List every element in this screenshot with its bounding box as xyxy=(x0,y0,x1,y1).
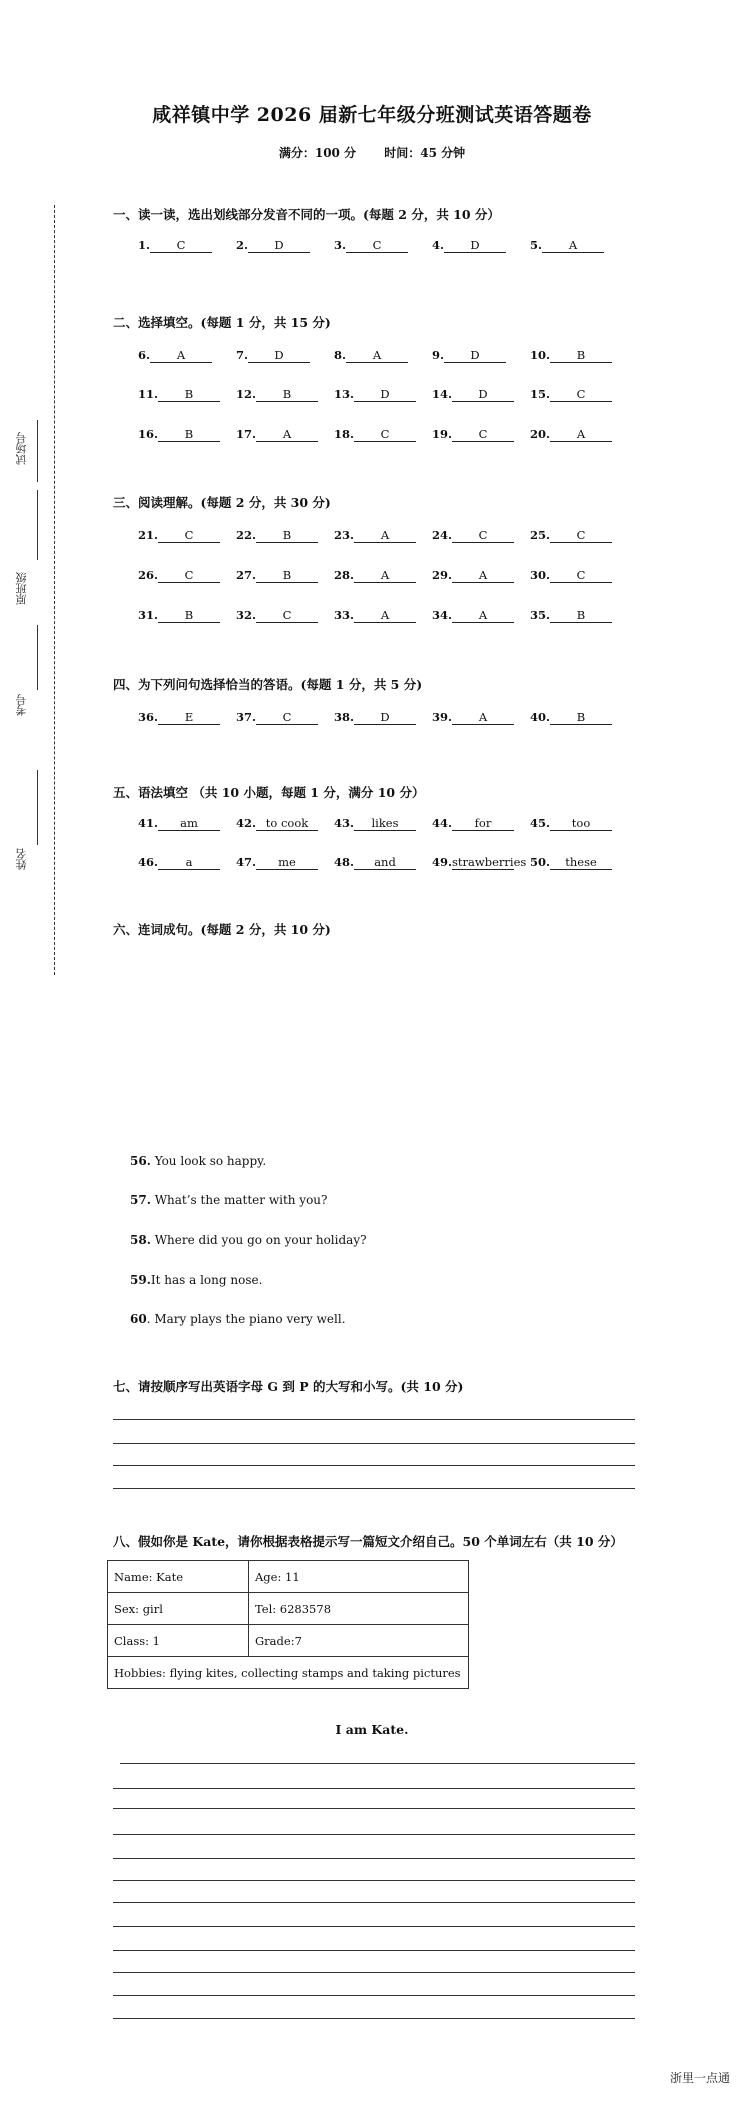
question-number: 34. xyxy=(432,608,453,622)
answer-blank[interactable]: C xyxy=(452,528,514,543)
answer-row xyxy=(138,568,638,586)
class-label: 原班级 xyxy=(15,572,28,605)
answer-item xyxy=(432,238,506,253)
essay-title: I am Kate. xyxy=(335,1722,409,1737)
binding-dashed-line xyxy=(54,205,55,975)
exam-time: 时间：45 分钟 xyxy=(384,146,466,160)
answer-item xyxy=(530,855,612,870)
answer-item xyxy=(236,387,318,402)
section-4-heading: 四、为下列问句选择恰当的答语。(每题 1 分，共 5 分) xyxy=(113,677,423,692)
exam-room-label: 试场号 xyxy=(15,432,28,465)
question-number: 5. xyxy=(530,238,543,252)
answer-row xyxy=(138,608,638,626)
question-number: 35. xyxy=(530,608,551,622)
answer-item xyxy=(530,608,612,623)
writing-line[interactable] xyxy=(113,1926,635,1927)
answer-blank[interactable]: likes xyxy=(354,816,416,831)
answer-item xyxy=(530,427,612,442)
hobbies-cell: Hobbies: flying kites, collecting stamps and taking pictures xyxy=(108,1657,469,1689)
answer-blank[interactable]: B xyxy=(550,710,612,725)
answer-item xyxy=(334,528,416,543)
answer-blank[interactable]: B xyxy=(256,528,318,543)
question-number: 24. xyxy=(432,528,453,542)
question-number: 20. xyxy=(530,427,551,441)
answer-blank[interactable]: D xyxy=(354,387,416,402)
question-number: 46. xyxy=(138,855,159,869)
section-1-heading: 一、读一读，选出划线部分发音不同的一项。(每题 2 分，共 10 分） xyxy=(113,207,500,222)
answer-blank[interactable]: D xyxy=(248,348,310,363)
question-number: 13. xyxy=(334,387,355,401)
question-57: 57. What’s the matter with you? xyxy=(130,1193,328,1207)
answer-item xyxy=(530,568,612,583)
answer-blank[interactable]: C xyxy=(550,528,612,543)
answer-blank[interactable]: to cook xyxy=(256,816,318,831)
answer-blank[interactable]: D xyxy=(354,710,416,725)
answer-item xyxy=(432,568,514,583)
section-2-heading: 二、选择填空。(每题 1 分，共 15 分) xyxy=(113,315,331,330)
answer-item xyxy=(432,710,514,725)
answer-blank[interactable]: B xyxy=(158,387,220,402)
question-number: 37. xyxy=(236,710,257,724)
answer-blank[interactable]: A xyxy=(452,710,514,725)
answer-item xyxy=(334,387,416,402)
table-row xyxy=(108,1593,469,1625)
question-number: 28. xyxy=(334,568,355,582)
answer-blank[interactable]: B xyxy=(256,387,318,402)
question-number: 3. xyxy=(334,238,347,252)
question-58: 58. Where did you go on your holiday? xyxy=(130,1233,367,1247)
answer-blank[interactable]: and xyxy=(354,855,416,870)
question-number: 47. xyxy=(236,855,257,869)
answer-blank[interactable]: D xyxy=(444,348,506,363)
question-number: 31. xyxy=(138,608,159,622)
writing-line[interactable] xyxy=(113,2018,635,2019)
answer-blank[interactable]: am xyxy=(158,816,220,831)
question-number: 43. xyxy=(334,816,355,830)
writing-line[interactable] xyxy=(113,1788,635,1789)
answer-item xyxy=(432,348,506,363)
question-number: 21. xyxy=(138,528,159,542)
answer-item xyxy=(432,427,514,442)
answer-item xyxy=(138,816,220,831)
answer-blank[interactable]: B xyxy=(158,608,220,623)
writing-line[interactable] xyxy=(113,1995,635,1996)
answer-blank[interactable]: C xyxy=(150,238,212,253)
answer-blank[interactable]: D xyxy=(452,387,514,402)
answer-blank[interactable]: C xyxy=(452,427,514,442)
answer-row xyxy=(138,387,638,405)
answer-blank[interactable]: C xyxy=(354,427,416,442)
answer-item xyxy=(432,608,514,623)
question-number: 39. xyxy=(432,710,453,724)
question-number: 6. xyxy=(138,348,151,362)
writing-line[interactable] xyxy=(113,1902,635,1903)
writing-line[interactable] xyxy=(113,1858,635,1859)
answer-item xyxy=(138,427,220,442)
answer-blank[interactable]: A xyxy=(542,238,604,253)
answer-blank[interactable]: these xyxy=(550,855,612,870)
class-cell: Class: 1 xyxy=(108,1625,249,1657)
answer-blank[interactable]: A xyxy=(354,528,416,543)
question-number: 27. xyxy=(236,568,257,582)
question-56: 56. You look so happy. xyxy=(130,1154,267,1168)
answer-blank[interactable]: A xyxy=(452,608,514,623)
writing-line[interactable] xyxy=(120,1763,635,1764)
answer-row xyxy=(138,427,638,445)
question-number: 26. xyxy=(138,568,159,582)
writing-line[interactable] xyxy=(113,1880,635,1881)
answer-blank[interactable]: a xyxy=(158,855,220,870)
writing-line[interactable] xyxy=(113,1465,635,1466)
question-number: 7. xyxy=(236,348,249,362)
question-60: 60. Mary plays the piano very well. xyxy=(130,1312,346,1326)
question-number: 44. xyxy=(432,816,453,830)
answer-item xyxy=(138,348,212,363)
answer-item xyxy=(432,387,514,402)
answer-item xyxy=(138,528,220,543)
section-7-heading: 七、请按顺序写出英语字母 G 到 P 的大写和小写。(共 10 分) xyxy=(113,1379,464,1394)
answer-blank[interactable]: E xyxy=(158,710,220,725)
writing-line[interactable] xyxy=(113,1419,635,1420)
section-5-heading: 五、语法填空 （共 10 小题，每题 1 分，满分 10 分） xyxy=(113,785,425,800)
question-number: 25. xyxy=(530,528,551,542)
exam-number-label: 考号 xyxy=(15,694,28,716)
info-table xyxy=(107,1560,469,1689)
answer-row xyxy=(138,348,638,366)
answer-item xyxy=(334,710,416,725)
question-number: 1. xyxy=(138,238,151,252)
answer-blank[interactable]: B xyxy=(158,427,220,442)
answer-item xyxy=(236,427,318,442)
answer-item xyxy=(334,608,416,623)
name-cell: Name: Kate xyxy=(108,1561,249,1593)
answer-item xyxy=(530,238,604,253)
answer-item xyxy=(334,238,408,253)
writing-line[interactable] xyxy=(113,1972,635,1973)
exam-number-field-line xyxy=(37,625,38,690)
name-label: 姓名 xyxy=(15,848,28,870)
age-cell: Age: 11 xyxy=(249,1561,469,1593)
answer-blank[interactable]: A xyxy=(550,427,612,442)
answer-item xyxy=(138,608,220,623)
answer-item xyxy=(138,387,220,402)
question-number: 36. xyxy=(138,710,159,724)
tel-cell: Tel: 6283578 xyxy=(249,1593,469,1625)
answer-item xyxy=(236,816,318,831)
answer-blank[interactable]: C xyxy=(346,238,408,253)
question-number: 32. xyxy=(236,608,257,622)
answer-item xyxy=(530,816,612,831)
question-number: 29. xyxy=(432,568,453,582)
table-row xyxy=(108,1625,469,1657)
table-row xyxy=(108,1561,469,1593)
question-number: 14. xyxy=(432,387,453,401)
answer-blank[interactable]: too xyxy=(550,816,612,831)
question-number: 50. xyxy=(530,855,551,869)
table-row xyxy=(108,1657,469,1689)
answer-item xyxy=(530,387,612,402)
answer-blank[interactable]: C xyxy=(256,608,318,623)
page-title: 咸祥镇中学 2026 届新七年级分班测试英语答题卷 xyxy=(152,104,592,126)
question-number: 42. xyxy=(236,816,257,830)
question-number: 16. xyxy=(138,427,159,441)
answer-blank[interactable]: A xyxy=(150,348,212,363)
answer-blank[interactable]: for xyxy=(452,816,514,831)
answer-item xyxy=(530,710,612,725)
answer-item xyxy=(530,348,612,363)
question-59: 59.It has a long nose. xyxy=(130,1273,263,1287)
section-3-heading: 三、阅读理解。(每题 2 分，共 30 分) xyxy=(113,495,331,510)
answer-row xyxy=(138,238,638,256)
question-number: 41. xyxy=(138,816,159,830)
answer-item xyxy=(432,855,527,870)
answer-item xyxy=(138,855,220,870)
answer-item xyxy=(236,568,318,583)
question-number: 12. xyxy=(236,387,257,401)
question-number: 15. xyxy=(530,387,551,401)
answer-item xyxy=(334,855,416,870)
question-number: 11. xyxy=(138,387,159,401)
answer-item xyxy=(334,348,408,363)
answer-item xyxy=(236,238,310,253)
answer-blank[interactable]: A xyxy=(354,608,416,623)
section-6-heading: 六、连词成句。(每题 2 分，共 10 分) xyxy=(113,922,331,937)
answer-blank[interactable]: D xyxy=(248,238,310,253)
full-score: 满分：100 分 xyxy=(278,146,357,160)
answer-blank[interactable]: B xyxy=(550,608,612,623)
answer-item xyxy=(236,710,318,725)
answer-row xyxy=(138,855,638,873)
writing-line[interactable] xyxy=(113,1808,635,1809)
answer-item xyxy=(334,427,416,442)
answer-blank[interactable]: A xyxy=(256,427,318,442)
question-number: 17. xyxy=(236,427,257,441)
name-field-line xyxy=(37,770,38,845)
answer-blank[interactable]: C xyxy=(550,568,612,583)
question-number: 22. xyxy=(236,528,257,542)
section-8-heading: 八、假如你是 Kate，请你根据表格提示写一篇短文介绍自己。50 个单词左右（共 10 分） xyxy=(113,1534,623,1549)
question-number: 45. xyxy=(530,816,551,830)
writing-line[interactable] xyxy=(113,1834,635,1835)
class-field-line xyxy=(37,490,38,560)
answer-blank[interactable]: C xyxy=(550,387,612,402)
answer-row xyxy=(138,528,638,546)
question-number: 19. xyxy=(432,427,453,441)
question-number: 30. xyxy=(530,568,551,582)
answer-item xyxy=(334,568,416,583)
answer-item xyxy=(138,238,212,253)
question-number: 18. xyxy=(334,427,355,441)
question-number: 40. xyxy=(530,710,551,724)
exam-meta xyxy=(0,144,744,161)
answer-blank[interactable]: D xyxy=(444,238,506,253)
question-number: 23. xyxy=(334,528,355,542)
question-number: 2. xyxy=(236,238,249,252)
writing-line[interactable] xyxy=(113,1950,635,1951)
answer-item xyxy=(236,348,310,363)
question-number: 49. xyxy=(432,855,453,869)
writing-line[interactable] xyxy=(113,1443,635,1444)
answer-item xyxy=(236,528,318,543)
answer-item xyxy=(236,608,318,623)
answer-item xyxy=(138,710,220,725)
question-number: 8. xyxy=(334,348,347,362)
question-number: 10. xyxy=(530,348,551,362)
question-number: 9. xyxy=(432,348,445,362)
writing-line[interactable] xyxy=(113,1488,635,1489)
answer-row xyxy=(138,816,638,834)
answer-row xyxy=(138,710,638,728)
answer-item xyxy=(334,816,416,831)
answer-blank[interactable]: B xyxy=(550,348,612,363)
answer-blank[interactable]: strawberries xyxy=(452,855,527,869)
answer-blank[interactable]: C xyxy=(256,710,318,725)
footer-watermark: 浙里一点通 xyxy=(669,2071,730,2085)
question-number: 4. xyxy=(432,238,445,252)
answer-blank[interactable]: A xyxy=(354,568,416,583)
answer-blank[interactable]: C xyxy=(158,528,220,543)
answer-item xyxy=(432,816,514,831)
question-number: 33. xyxy=(334,608,355,622)
answer-item xyxy=(530,528,612,543)
answer-blank[interactable]: C xyxy=(158,568,220,583)
question-number: 38. xyxy=(334,710,355,724)
answer-blank[interactable]: A xyxy=(452,568,514,583)
question-number: 48. xyxy=(334,855,355,869)
answer-blank[interactable]: B xyxy=(256,568,318,583)
grade-cell: Grade:7 xyxy=(249,1625,469,1657)
answer-item xyxy=(432,528,514,543)
answer-item xyxy=(236,855,318,870)
answer-blank[interactable]: A xyxy=(346,348,408,363)
answer-item xyxy=(138,568,220,583)
answer-blank[interactable]: me xyxy=(256,855,318,870)
sex-cell: Sex: girl xyxy=(108,1593,249,1625)
